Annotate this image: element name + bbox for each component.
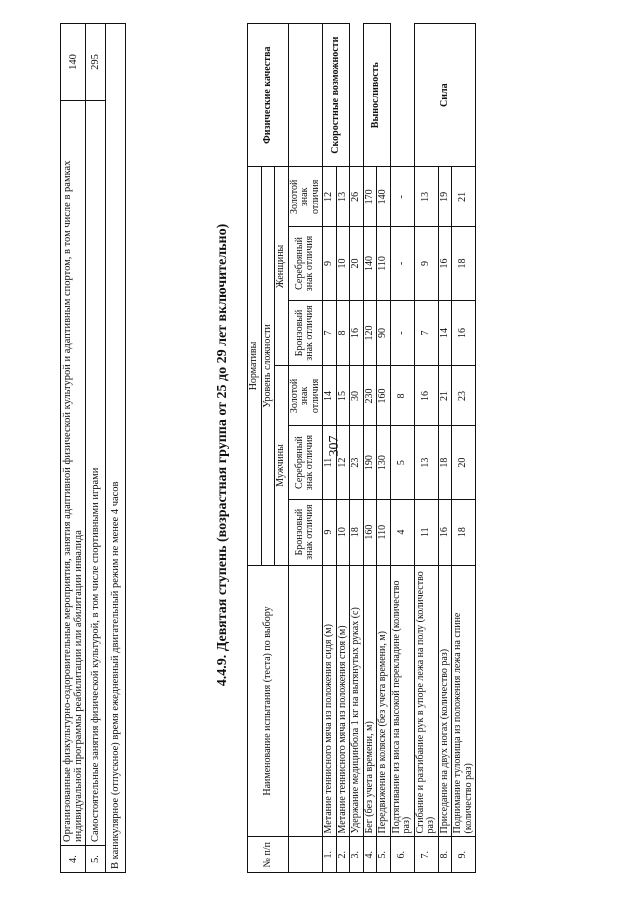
test-name: Метание теннисного мяча из положения стоя (м) [336,565,350,837]
women-gold-value: 13 [336,167,350,227]
table-row [390,24,414,873]
women-gold-value: - [390,167,414,227]
activity-text: Организованные физкультурно-оздоровительные мероприятия, занятия адаптивной физической культурой и адаптивным спортом, в том числе в рамках индивидуальной программы реабилитации или абилитации инвалида [61,101,86,846]
physical-quality: Сила [414,24,476,167]
men-silver-value: 5 [390,426,414,499]
test-name: Бег (без учета времени, м) [363,565,377,837]
test-name-header: Наименование испытания (теста) по выбору [248,565,289,837]
men-gold-value: 21 [438,366,452,426]
women-silver-value: 140 [363,227,377,300]
men-bronze-value: 18 [350,499,364,565]
women-bronze-value: 7 [323,300,337,366]
row-number: 5. [377,837,391,873]
row-number: 3. [350,837,364,873]
qualities-subheader [288,24,323,167]
test-name: Поднимание туловища из положения лежа на спине (количество раз) [452,565,476,837]
test-name: Подтягивание из виса на высокой перекладине (количество раз) [390,565,414,837]
women-bronze-header: Бронзовый знак отличия [288,300,323,366]
men-bronze-value: 18 [452,499,476,565]
row-number: 2. [336,837,350,873]
women-header: Женщины [275,167,289,366]
men-bronze-value: 10 [336,499,350,565]
men-bronze-value: 4 [390,499,414,565]
men-gold-value: 23 [452,366,476,426]
test-name: Сгибание и разгибание рук в упоре лежа на полу (количество раз) [414,565,438,837]
women-gold-value: 13 [414,167,438,227]
men-silver-value: 18 [438,426,452,499]
test-name: Приседание на двух ногах (количество раз) [438,565,452,837]
women-silver-header: Серебряный знак отличия [288,227,323,300]
physical-quality: Выносливость [363,24,390,167]
men-gold-value: 30 [350,366,364,426]
women-gold-value: 26 [350,167,364,227]
row-number: 1. [323,837,337,873]
men-gold-value: 8 [390,366,414,426]
section-heading: 4.4.9. Девятая ступень (возрастная группа от 25 до 29 лет включительно) [215,223,230,687]
number-subheader [288,837,323,873]
table-row [61,24,86,873]
row-number: 6. [390,837,414,873]
men-bronze-value: 16 [438,499,452,565]
row-number: 5. [86,846,106,873]
women-silver-value: 110 [377,227,391,300]
women-bronze-value: 7 [414,300,438,366]
women-silver-value: 16 [438,227,452,300]
table-row [363,24,377,873]
men-gold-value: 16 [414,366,438,426]
women-bronze-value: 90 [377,300,391,366]
row-number: 9. [452,837,476,873]
men-silver-value: 20 [452,426,476,499]
qualities-header: Физические качества [248,24,289,167]
activity-table [60,23,126,873]
women-bronze-value: 16 [452,300,476,366]
women-gold-value: 140 [377,167,391,227]
women-silver-value: 10 [336,227,350,300]
men-silver-header: Серебряный знак отличия [288,426,323,499]
women-silver-value: 20 [350,227,364,300]
women-gold-value: 19 [438,167,452,227]
table-row [414,24,438,873]
activity-value: 140 [61,24,86,101]
women-bronze-value: - [390,300,414,366]
table-row [323,24,337,873]
physical-quality: Скоростные возможности [323,24,350,167]
activity-text: Самостоятельные занятия физической культурой, в том числе спортивными играми [86,101,106,846]
rotated-page-content [25,25,615,885]
men-bronze-value: 9 [323,499,337,565]
men-gold-value: 15 [336,366,350,426]
men-bronze-value: 110 [377,499,391,565]
women-silver-value: 9 [323,227,337,300]
activity-value: 295 [86,24,106,101]
women-bronze-value: 120 [363,300,377,366]
table-row [106,24,126,873]
men-bronze-header: Бронзовый знак отличия [288,499,323,565]
women-bronze-value: 16 [350,300,364,366]
men-bronze-value: 11 [414,499,438,565]
women-silver-value: - [390,227,414,300]
number-header: № п/п [248,837,289,873]
men-bronze-value: 160 [363,499,377,565]
women-gold-header: Золотой знак отличия [288,167,323,227]
men-gold-header: Золотой знак отличия [288,366,323,426]
row-number: 8. [438,837,452,873]
normatives-table [247,23,476,873]
row-number: 7. [414,837,438,873]
men-gold-value: 14 [323,366,337,426]
women-gold-value: 21 [452,167,476,227]
name-subheader [288,565,323,837]
level-header: Уровень сложности [261,167,275,565]
men-silver-value: 130 [377,426,391,499]
test-name: Передвижение в коляске (без учета времени, м) [377,565,391,837]
men-silver-value: 190 [363,426,377,499]
page-number: 307 [327,435,342,457]
women-gold-value: 170 [363,167,377,227]
men-silver-value: 23 [350,426,364,499]
women-silver-value: 18 [452,227,476,300]
men-silver-value: 12 [336,426,350,499]
table-row [350,24,364,873]
men-gold-value: 160 [377,366,391,426]
men-silver-value: 13 [414,426,438,499]
header-row [248,24,262,873]
men-silver-value: 11 [323,426,337,499]
test-name: Метание теннисного мяча из положения сидя (м) [323,565,337,837]
test-name: Удержание медицинбола 1 кг на вытянутых руках (с) [350,565,364,837]
header-row [288,24,323,873]
women-gold-value: 12 [323,167,337,227]
row-number: 4. [363,837,377,873]
row-number: 4. [61,846,86,873]
women-bronze-value: 14 [438,300,452,366]
men-header: Мужчины [275,366,289,565]
men-gold-value: 230 [363,366,377,426]
normatives-header: Нормативы [248,167,262,565]
women-bronze-value: 8 [336,300,350,366]
activity-note: В каникулярное (отпускное) время ежедневный двигательный режим не менее 4 часов [106,24,126,873]
table-row [86,24,106,873]
women-silver-value: 9 [414,227,438,300]
